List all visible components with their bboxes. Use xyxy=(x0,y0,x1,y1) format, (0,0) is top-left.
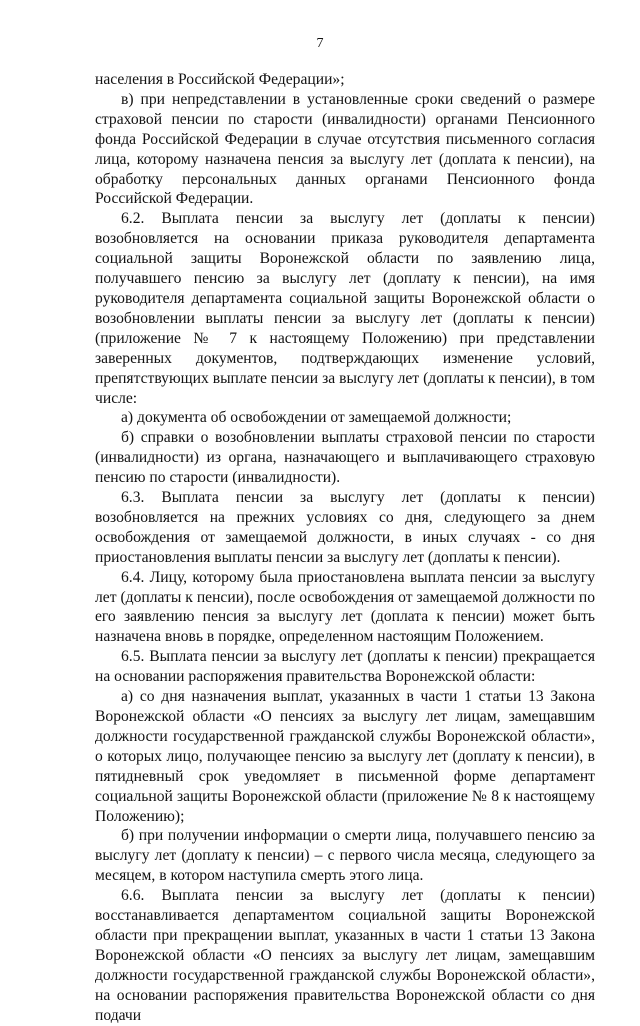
paragraph-6-2-b: б) справки о возобновлении выплаты страховой пенсии по старости (инвалидности) из органа, назначающего и выплачивающего страховую пенсию по старости (инвалидности). xyxy=(95,429,595,487)
paragraph-6-5-a: а) со дня назначения выплат, указанных в части 1 статьи 13 Закона Воронежской области «О пенсиях за выслугу лет лицам, замещавшим должности государственной гражданской службы Воронежской области», о которых лицо, получающее пенсию за выслугу лет (доплату к пенсии), в пятидневный срок уведомляет в письменной форме департамент социальной защиты Воронежской области (приложение № 8 к настоящему Положению); xyxy=(95,688,595,825)
paragraph-6-2: 6.2. Выплата пенсии за выслугу лет (доплаты к пенсии) возобновляется на основании приказа руководителя департамента социальной защиты Воронежской области по заявлению лица, получавшего пенсию за выслугу лет (доплату к пенсии), на имя руководителя департамента социальной защиты Воронежской области о возобновлении выплаты пенсии за выслугу лет (доплаты к пенсии) (приложение № 7 к настоящему Положению) при представлении заверенных документов, подтверждающих изменение условий, препятствующих выплате пенсии за выслугу лет (доплаты к пенсии), в том числе: xyxy=(95,210,595,407)
document-body xyxy=(95,70,595,1026)
paragraph-6-6: 6.6. Выплата пенсии за выслугу лет (доплаты к пенсии) восстанавливается департаментом социальной защиты Воронежской области при прекращении выплат, указанных в части 1 статьи 13 Закона Воронежской области «О пенсиях за выслугу лет лицам, замещавшим должности государственной гражданской службы Воронежской области», на основании распоряжения правительства Воронежской области со дня подачи xyxy=(95,887,595,1024)
paragraph-continuation: населения в Российской Федерации»; xyxy=(95,71,345,88)
paragraph-6-3: 6.3. Выплата пенсии за выслугу лет (доплаты к пенсии) возобновляется на прежних условиях со дня, следующего за днем освобождения от замещаемой должности, в иных случаях - со дня приостановления выплаты пенсии за выслугу лет (доплаты к пенсии). xyxy=(95,489,595,566)
paragraph-6-5: 6.5. Выплата пенсии за выслугу лет (доплаты к пенсии) прекращается на основании распоряжения правительства Воронежской области: xyxy=(95,648,595,686)
paragraph-6-5-b: б) при получении информации о смерти лица, получавшего пенсию за выслугу лет (доплату к пенсии) – с первого числа месяца, следующего за месяцем, в котором наступила смерть этого лица. xyxy=(95,827,595,885)
paragraph-6-4: 6.4. Лицу, которому была приостановлена выплата пенсии за выслугу лет (доплаты к пенсии), после освобождения от замещаемой должности по его заявлению пенсия за выслугу лет (доплата к пенсии) может быть назначена вновь в порядке, определенном настоящим Положением. xyxy=(95,568,595,646)
page-number: 7 xyxy=(316,36,324,51)
paragraph-6-2-a: а) документа об освобождении от замещаемой должности; xyxy=(121,409,512,427)
paragraph-item-v: в) при непредставлении в установленные сроки сведений о размере страховой пенсии по старости (инвалидности) органами Пенсионного фонда Российской Федерации в случае отсутствия письменного согласия лица, которому назначена пенсия за выслугу лет (доплата к пенсии), на обработку персональных данных органами Пенсионного фонда Российской Федерации. xyxy=(95,90,595,208)
